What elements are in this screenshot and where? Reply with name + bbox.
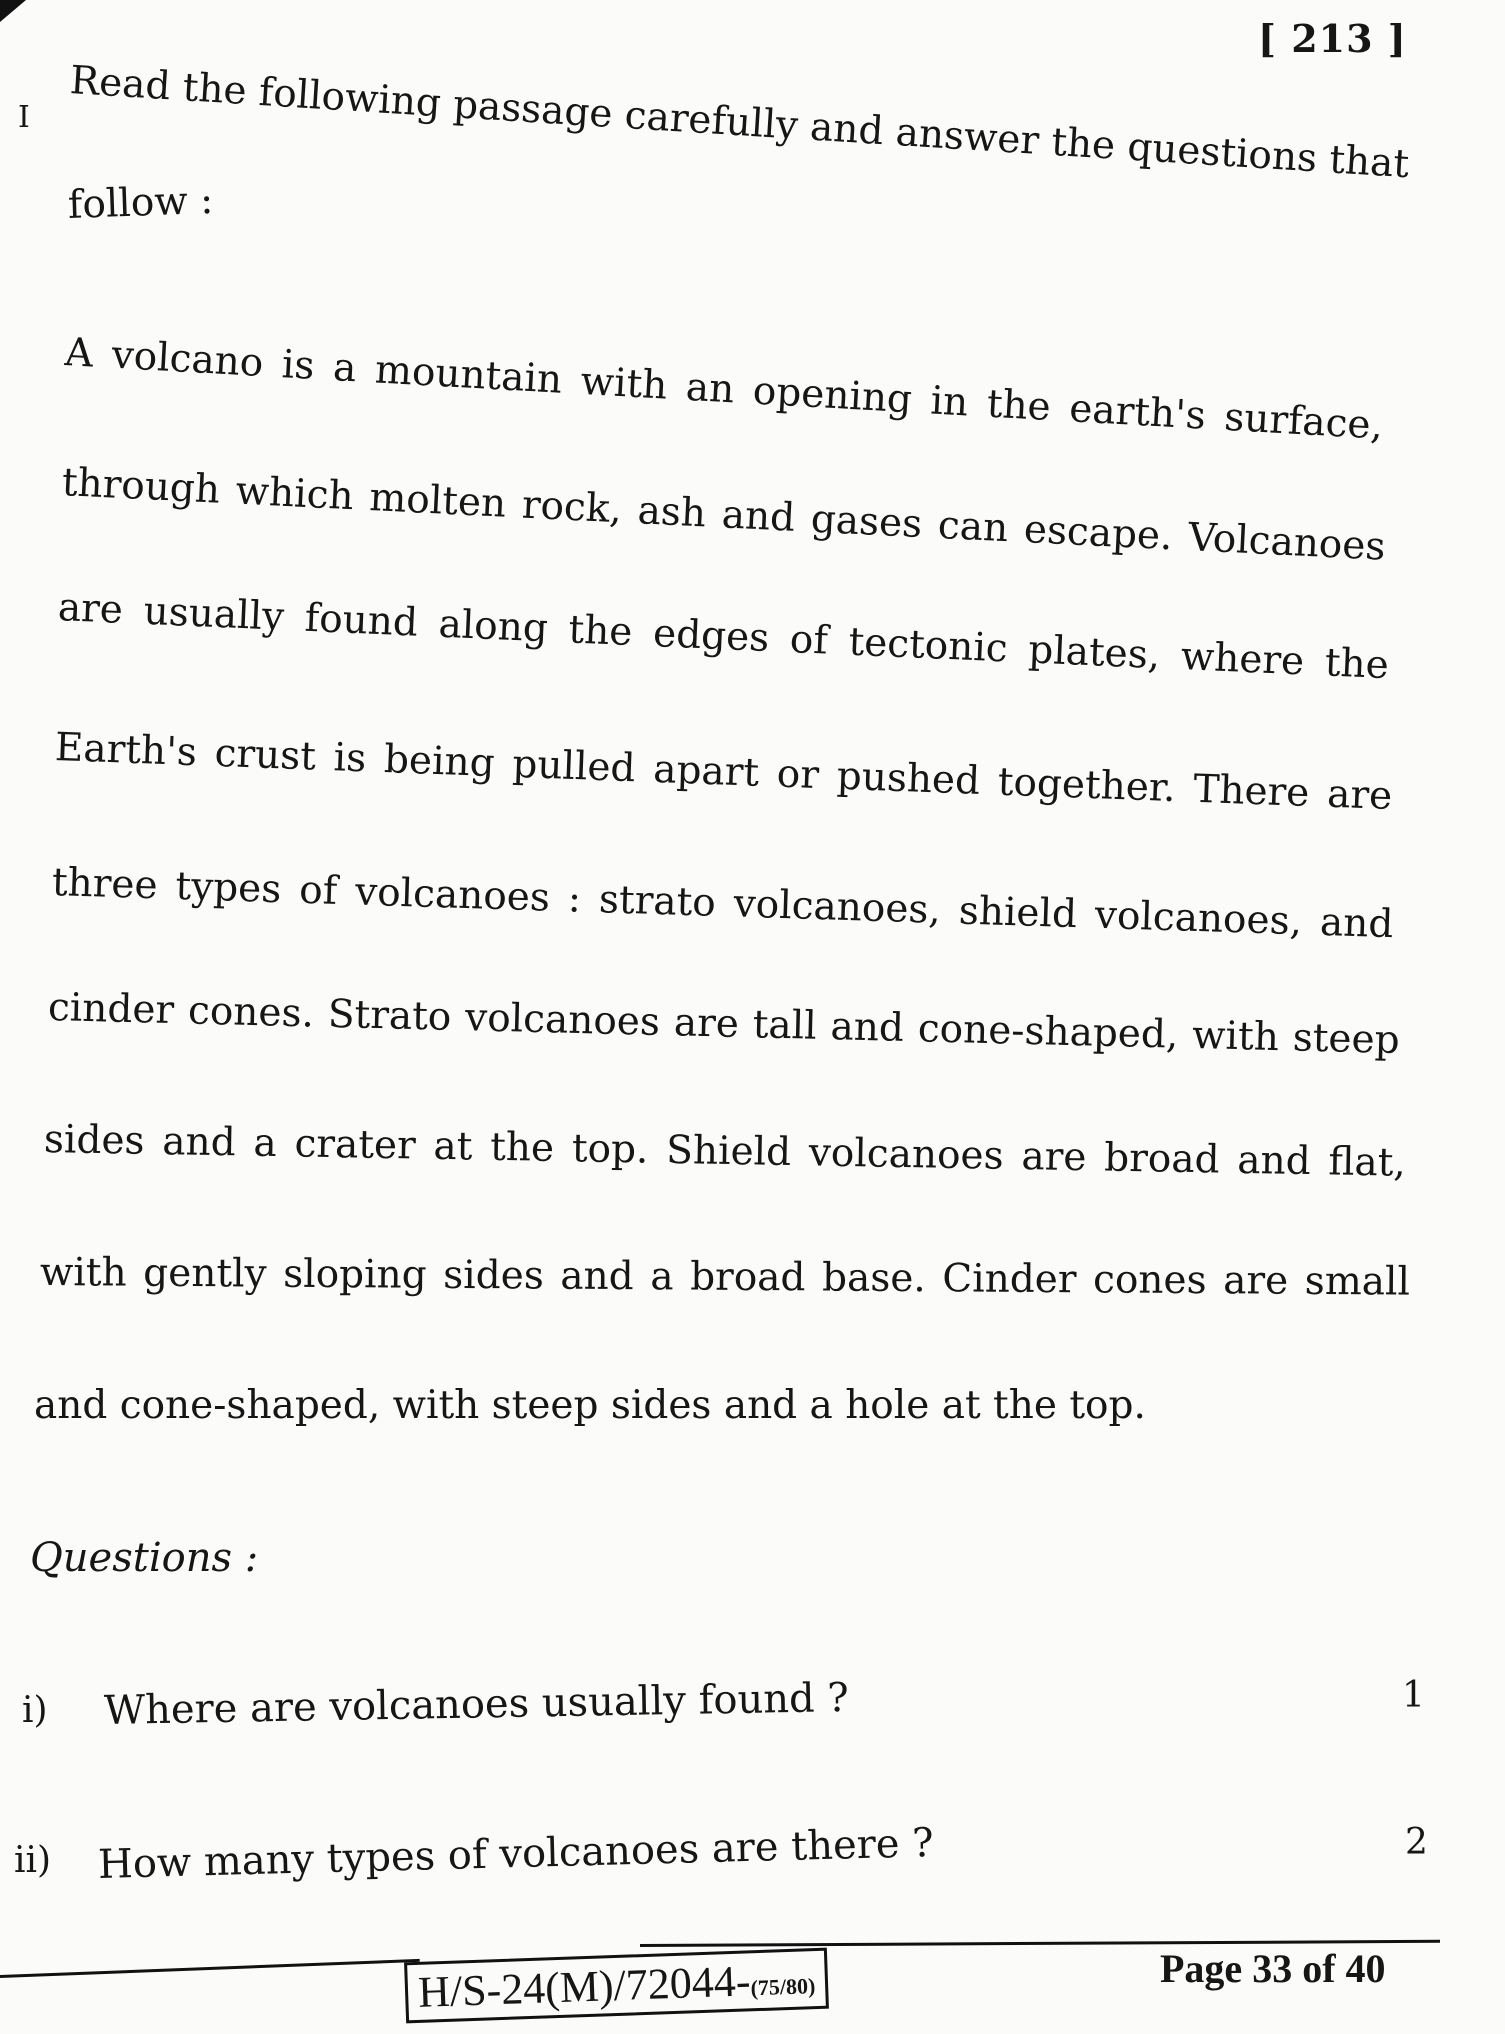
page-reference: [ 213 ] — [1258, 16, 1407, 61]
paper-code-suffix: (75/80) — [750, 1973, 816, 2001]
instruction-line-1: Read the following passage carefully and answer the questions that — [68, 58, 1411, 188]
footer-rule-left — [0, 1959, 420, 1978]
questions-heading: Questions : — [30, 1535, 259, 1581]
passage-line: through which molten rock, ash and gases can escape. Volcanoes — [60, 460, 1387, 570]
paper-code — [404, 1948, 829, 2024]
passage-line: with gently sloping sides and a broad base. Cinder cones are small — [39, 1250, 1411, 1305]
passage-line: are usually found along the edges of tectonic plates, where the — [57, 585, 1390, 689]
paper-code-text: H/S-24(M)/72044- — [417, 1956, 752, 2017]
scan-corner — [0, 0, 26, 22]
question-text: How many types of volcanoes are there ? — [97, 1820, 935, 1888]
page-number: Page 33 of 40 — [1160, 1946, 1386, 1991]
question-number: i) — [22, 1690, 48, 1731]
passage-line: Earth's crust is being pulled apart or pushed together. There are — [54, 725, 1393, 820]
margin-mark: I — [18, 100, 30, 135]
passage-line: A volcano is a mountain with an opening in the earth's surface, — [63, 330, 1385, 449]
passage-line: cinder cones. Strato volcanoes are tall and cone-shaped, with steep — [47, 985, 1401, 1064]
question-text: Where are volcanoes usually found ? — [103, 1675, 850, 1734]
passage-line: and cone-shaped, with steep sides and a hole at the top. — [34, 1383, 1146, 1428]
question-marks: 1 — [1402, 1675, 1425, 1716]
instruction-line-2: follow : — [67, 177, 214, 228]
passage-line: three types of volcanoes : strato volcanoes, shield volcanoes, and — [51, 860, 1395, 948]
question-number: ii) — [14, 1840, 52, 1881]
passage-line: sides and a crater at the top. Shield volcanoes are broad and flat, — [43, 1117, 1407, 1186]
question-marks: 2 — [1405, 1822, 1428, 1863]
